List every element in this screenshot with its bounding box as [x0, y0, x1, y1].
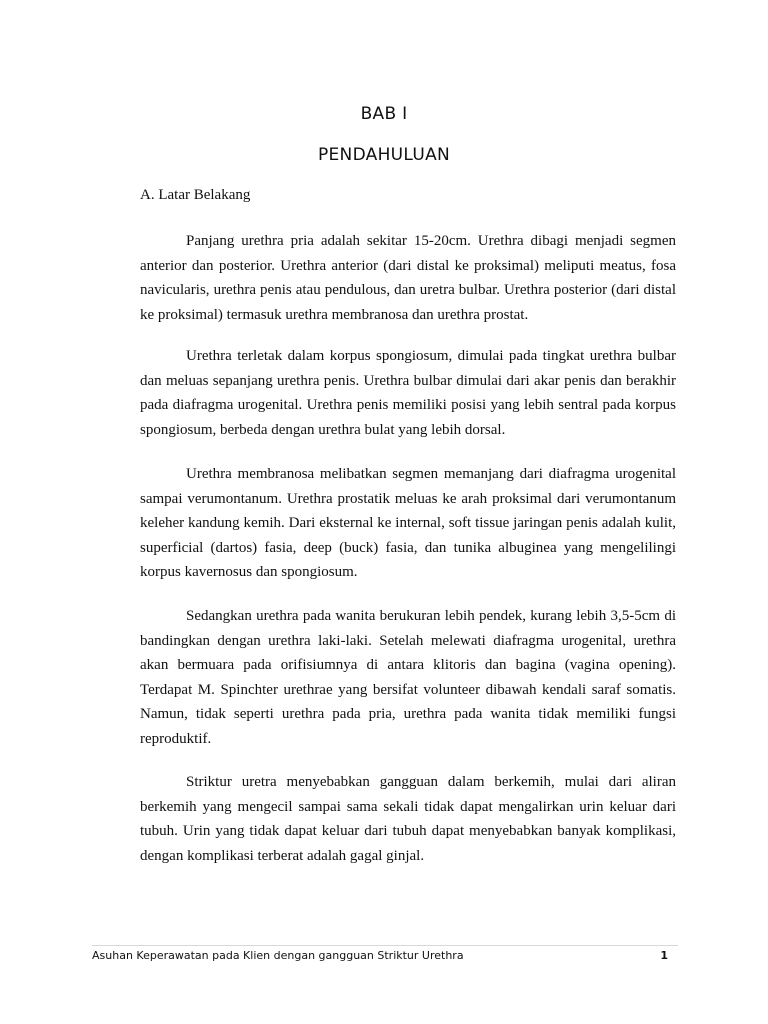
body-paragraph: Urethra terletak dalam korpus spongiosum, dimulai pada tingkat urethra bulbar dan meluas sepanjang urethra penis. Urethra bulbar dimulai dari akar penis dan berakhir pada diafragma urogenital. Urethra penis memiliki posisi yang lebih sentral pada korpus spongiosum, berbeda dengan urethra bulat yang lebih dorsal. [140, 348, 676, 438]
chapter-title: BAB I [360, 104, 408, 124]
chapter-subtitle: PENDAHULUAN [317, 145, 451, 165]
footer-divider [92, 945, 678, 946]
body-paragraph: Sedangkan urethra pada wanita berukuran lebih pendek, kurang lebih 3,5-5cm di bandingkan dengan urethra laki-laki. Setelah melewati diafragma urogenital, urethra akan bermuara pada orifisiumnya di antara klitoris dan bagina (vagina opening). Terdapat M. Spinchter urethrae yang bersifat volunteer dibawah kendali saraf somatis. Namun, tidak seperti urethra pada pria, urethra pada wanita tidak memiliki fungsi reproduktif. [140, 608, 676, 747]
body-paragraph: Striktur uretra menyebabkan gangguan dalam berkemih, mulai dari aliran berkemih yang mengecil sampai sama sekali tidak dapat mengalirkan urin keluar dari tubuh. Urin yang tidak dapat keluar dari tubuh dapat menyebabkan banyak komplikasi, dengan komplikasi terberat adalah gagal ginjal. [140, 774, 676, 864]
body-paragraph: Urethra membranosa melibatkan segmen memanjang dari diafragma urogenital sampai verumontanum. Urethra prostatik meluas ke arah proksimal dari verumontanum keleher kandung kemih. Dari eksternal ke internal, soft tissue jaringan penis adalah kulit, superficial (dartos) fasia, deep (buck) fasia, dan tunika albuginea yang mengelilingi korpus kavernosus dan spongiosum. [140, 466, 676, 580]
section-heading: A. Latar Belakang [140, 187, 251, 203]
body-paragraph: Panjang urethra pria adalah sekitar 15-20cm. Urethra dibagi menjadi segmen anterior dan posterior. Urethra anterior (dari distal ke proksimal) meliputi meatus, fosa navicularis, urethra penis atau pendulous, dan uretra bulbar. Urethra posterior (dari distal ke proksimal) termasuk urethra membranosa dan urethra prostat. [140, 233, 676, 323]
footer-title: Asuhan Keperawatan pada Klien dengan gangguan Striktur Urethra [92, 949, 464, 962]
page-number: 1 [660, 949, 668, 962]
